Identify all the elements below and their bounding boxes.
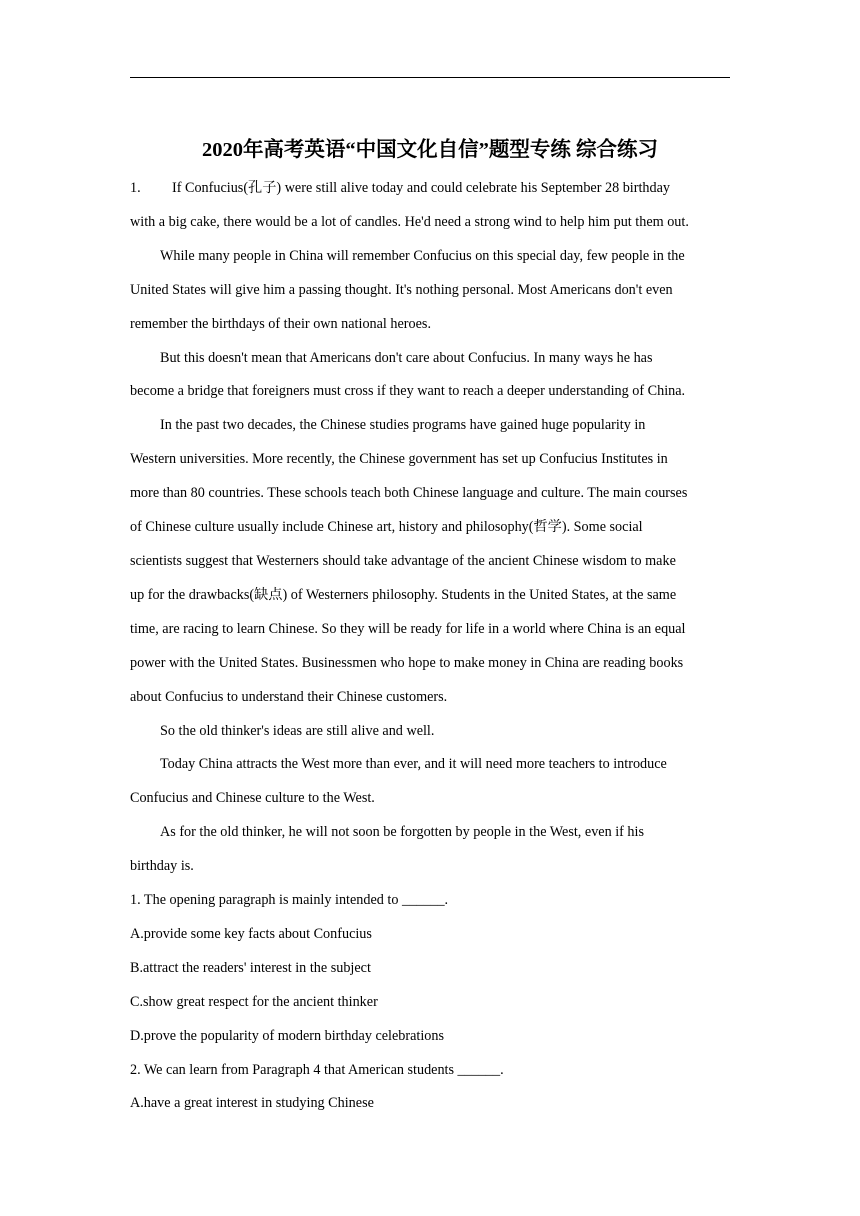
paragraph-line: up for the drawbacks(缺点) of Westerners philosophy. Students in the United States, at the same [130, 586, 677, 603]
paragraph-line: power with the United States. Businessmen who hope to make money in China are reading books [130, 654, 684, 671]
paragraph-line: become a bridge that foreigners must cross if they want to reach a deeper understanding of China. [130, 383, 686, 400]
paragraph-line: While many people in China will remember Confucius on this special day, few people in the [160, 247, 685, 264]
paragraph-1 [130, 172, 730, 240]
paragraph-line: As for the old thinker, he will not soon be forgotten by people in the West, even if his [160, 824, 644, 841]
paragraph-line: scientists suggest that Westerners should take advantage of the ancient Chinese wisdom to make [130, 552, 676, 569]
paragraph-line: So the old thinker's ideas are still alive and well. [160, 722, 435, 739]
paragraph-line: remember the birthdays of their own national heroes. [130, 315, 431, 332]
paragraph-3 [130, 342, 730, 410]
paragraph-line: time, are racing to learn Chinese. So they will be ready for life in a world where China is an equal [130, 620, 686, 637]
header-rule [130, 77, 730, 78]
question-1 [130, 884, 730, 1054]
option-a: A.provide some key facts about Confucius [130, 925, 372, 942]
paragraph-line: United States will give him a passing thought. It's nothing personal. Most Americans don't even [130, 281, 673, 298]
paragraph-line: Western universities. More recently, the Chinese government has set up Confucius Institutes in [130, 451, 668, 468]
option-c: C.show great respect for the ancient thinker [130, 993, 378, 1010]
paragraph-line: Today China attracts the West more than ever, and it will need more teachers to introduce [160, 756, 667, 773]
passage-number: 1. [130, 180, 141, 196]
question-2 [130, 1054, 730, 1122]
paragraph-2 [130, 240, 730, 342]
paragraph-line: more than 80 countries. These schools teach both Chinese language and culture. The main courses [130, 485, 688, 502]
question-stem: 1. The opening paragraph is mainly intended to ______. [130, 892, 449, 909]
option-b: B.attract the readers' interest in the subject [130, 959, 371, 976]
paragraph-6 [130, 748, 730, 816]
paragraph-line: birthday is. [130, 858, 194, 875]
paragraph-5 [130, 715, 730, 749]
paragraph-line: But this doesn't mean that Americans don't care about Confucius. In many ways he has [160, 349, 653, 366]
paragraph-line: 1. If Confucius(孔子) were still alive today and could celebrate his September 28 birthday [130, 172, 730, 206]
passage-content [130, 172, 730, 1121]
paragraph-7 [130, 816, 730, 884]
question-stem: 2. We can learn from Paragraph 4 that American students ______. [130, 1061, 504, 1078]
option-a: A.have a great interest in studying Chinese [130, 1095, 374, 1112]
paragraph-line: about Confucius to understand their Chinese customers. [130, 688, 448, 705]
paragraph-line: with a big cake, there would be a lot of candles. He'd need a strong wind to help him put them out. [130, 213, 689, 230]
page-title: 2020年高考英语“中国文化自信”题型专练 综合练习 [201, 139, 659, 161]
paragraph-line: of Chinese culture usually include Chinese art, history and philosophy(哲学). Some social [130, 519, 643, 536]
option-d: D.prove the popularity of modern birthday celebrations [130, 1027, 445, 1044]
paragraph-4 [130, 409, 730, 714]
paragraph-line: Confucius and Chinese culture to the West. [130, 790, 375, 807]
paragraph-line: In the past two decades, the Chinese studies programs have gained huge popularity in [160, 417, 646, 434]
